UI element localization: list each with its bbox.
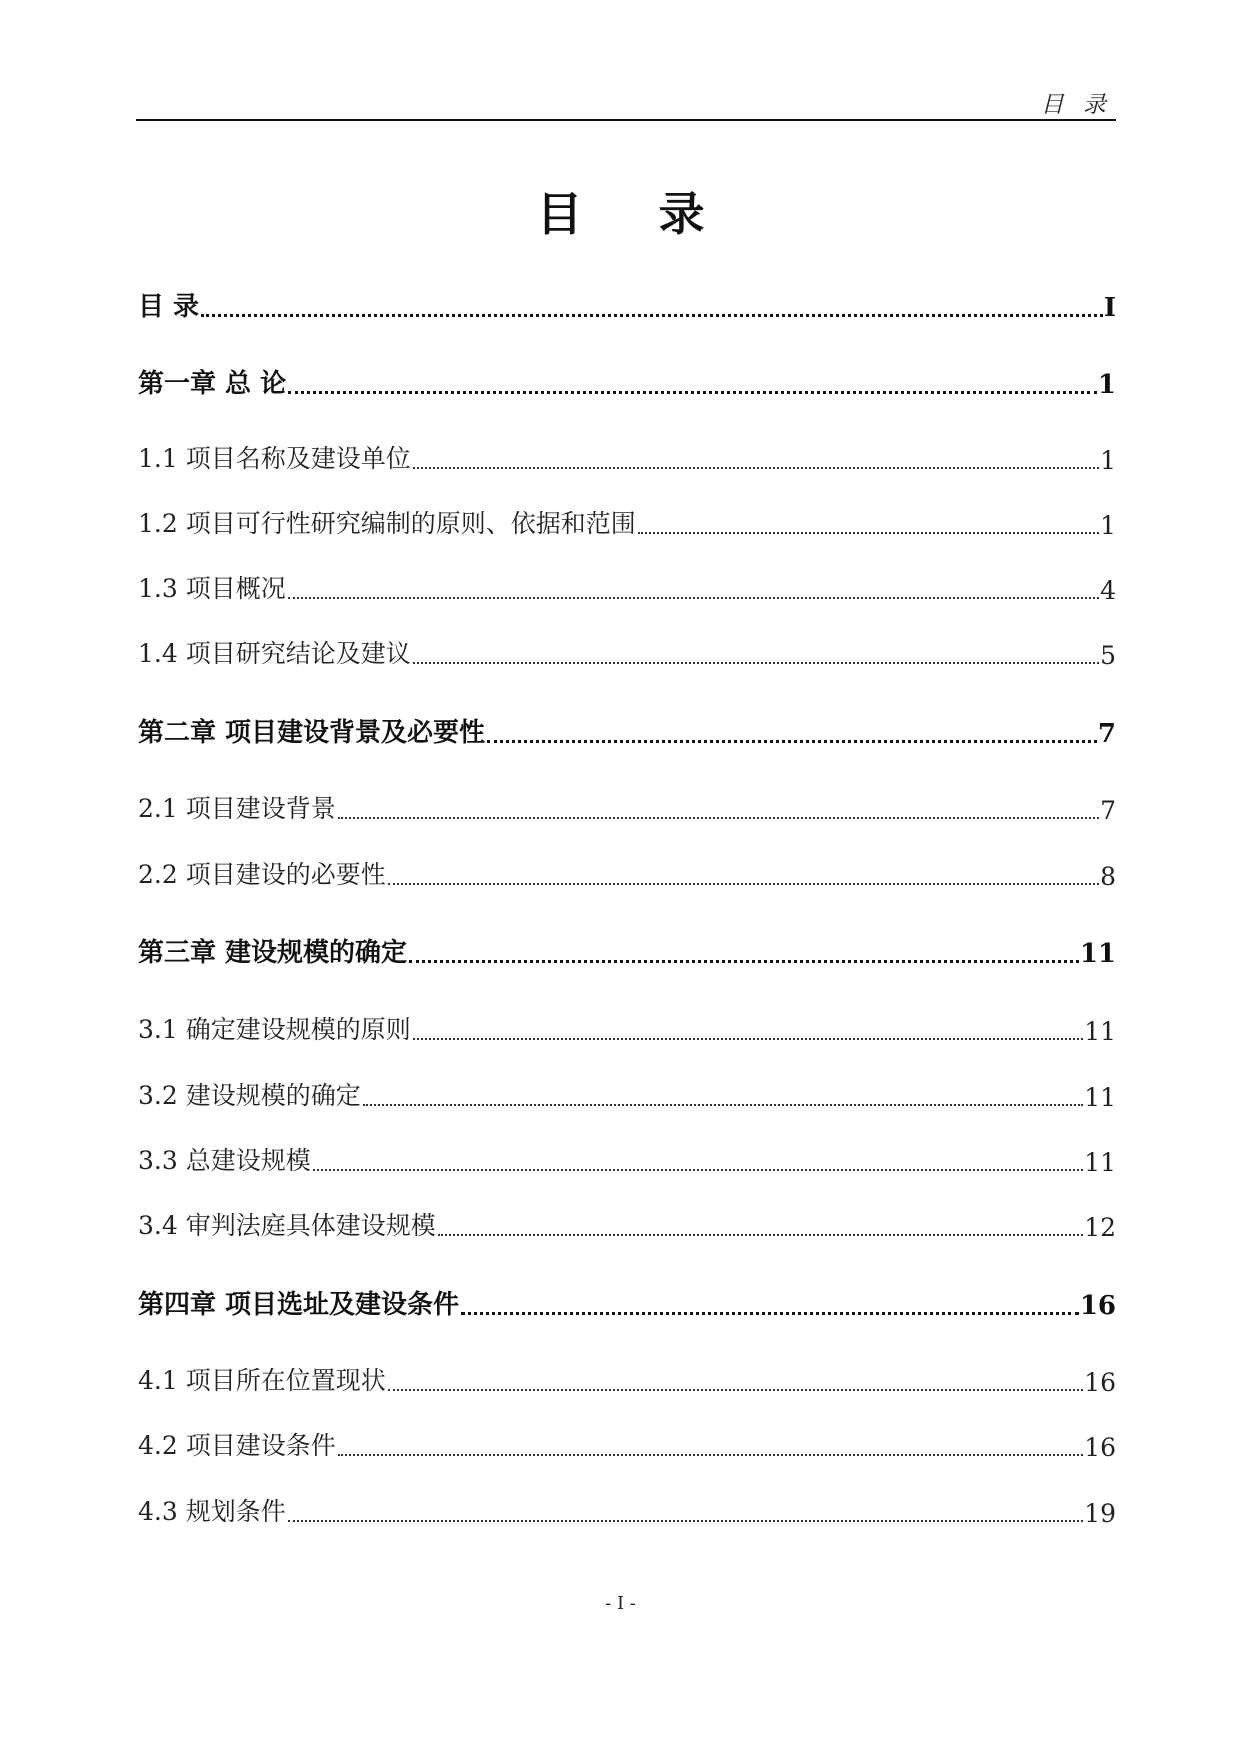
toc-entry-contents[interactable]	[138, 283, 1116, 323]
toc-entry-page: 1	[1100, 446, 1116, 475]
toc-entry-page: 11	[1084, 1017, 1116, 1046]
toc-entry-section-4-2[interactable]	[138, 1422, 1116, 1462]
toc-leader-dots	[638, 531, 1099, 534]
toc-entry-page: 11	[1084, 1148, 1116, 1177]
toc-leader-dots	[388, 882, 1099, 885]
toc-leader-dots	[413, 466, 1099, 469]
toc-entry-section-1-3[interactable]	[138, 565, 1116, 605]
toc-leader-dots	[487, 739, 1097, 743]
toc-entry-chapter-3[interactable]	[138, 929, 1116, 969]
toc-entry-section-3-2[interactable]	[138, 1072, 1116, 1112]
toc-leader-dots	[201, 313, 1103, 317]
toc-leader-dots	[288, 596, 1099, 599]
toc-entry-section-1-2[interactable]	[138, 500, 1116, 540]
toc-entry-label: 1.4 项目研究结论及建议	[138, 639, 411, 668]
toc-leader-dots	[438, 1233, 1083, 1236]
toc-entry-label: 3.1 确定建设规模的原则	[138, 1015, 411, 1044]
toc-entry-page: 16	[1084, 1368, 1116, 1397]
toc-entry-label: 第一章 总 论	[138, 369, 287, 399]
page-number-footer: - I -	[605, 1593, 636, 1614]
toc-entry-label: 3.3 总建设规模	[138, 1146, 311, 1175]
toc-entry-page: 7	[1097, 719, 1116, 749]
table-of-contents	[138, 0, 1116, 1600]
toc-entry-label: 4.2 项目建设条件	[138, 1431, 336, 1460]
toc-entry-section-2-1[interactable]	[138, 785, 1116, 825]
toc-entry-page: 12	[1084, 1213, 1116, 1242]
toc-leader-dots	[413, 661, 1099, 664]
toc-entry-page: I	[1103, 293, 1116, 323]
toc-entry-label: 1.1 项目名称及建设单位	[138, 444, 411, 473]
toc-leader-dots	[288, 390, 1097, 394]
toc-entry-page: 19	[1084, 1499, 1116, 1528]
toc-entry-label: 目 录	[138, 292, 200, 322]
toc-entry-page: 16	[1084, 1433, 1116, 1462]
toc-entry-section-3-1[interactable]	[138, 1006, 1116, 1046]
running-header: 目 录	[1040, 92, 1112, 118]
toc-leader-dots	[363, 1103, 1083, 1106]
toc-entry-page: 1	[1100, 511, 1116, 540]
toc-entry-section-4-3[interactable]	[138, 1488, 1116, 1528]
toc-entry-page: 1	[1097, 370, 1116, 400]
toc-entry-section-4-1[interactable]	[138, 1357, 1116, 1397]
toc-entry-section-1-1[interactable]	[138, 435, 1116, 475]
toc-entry-label: 2.1 项目建设背景	[138, 794, 336, 823]
toc-entry-chapter-4[interactable]	[138, 1281, 1116, 1321]
toc-entry-page: 4	[1100, 576, 1116, 605]
toc-entry-label: 第四章 项目选址及建设条件	[138, 1290, 460, 1320]
toc-entry-section-3-3[interactable]	[138, 1137, 1116, 1177]
toc-leader-dots	[288, 1519, 1083, 1522]
toc-leader-dots	[388, 1388, 1083, 1391]
toc-entry-label: 3.2 建设规模的确定	[138, 1081, 361, 1110]
toc-entry-label: 1.2 项目可行性研究编制的原则、依据和范围	[138, 509, 636, 538]
toc-entry-page: 11	[1079, 939, 1116, 969]
toc-entry-page: 7	[1100, 796, 1116, 825]
toc-entry-page: 16	[1079, 1291, 1116, 1321]
toc-leader-dots	[409, 959, 1079, 963]
toc-entry-label: 4.3 规划条件	[138, 1497, 286, 1526]
toc-entry-label: 第二章 项目建设背景及必要性	[138, 718, 486, 748]
toc-entry-label: 4.1 项目所在位置现状	[138, 1366, 386, 1395]
page-title: 目 录	[536, 187, 735, 241]
toc-leader-dots	[338, 816, 1099, 819]
toc-entry-section-3-4[interactable]	[138, 1202, 1116, 1242]
toc-entry-page: 8	[1100, 862, 1116, 891]
toc-entry-section-1-4[interactable]	[138, 630, 1116, 670]
toc-leader-dots	[313, 1168, 1083, 1171]
toc-entry-chapter-1[interactable]	[138, 360, 1116, 400]
toc-entry-chapter-2[interactable]	[138, 709, 1116, 749]
toc-leader-dots	[413, 1037, 1083, 1040]
toc-entry-section-2-2[interactable]	[138, 851, 1116, 891]
toc-leader-dots	[338, 1453, 1083, 1456]
toc-entry-label: 3.4 审判法庭具体建设规模	[138, 1211, 436, 1240]
toc-entry-label: 2.2 项目建设的必要性	[138, 860, 386, 889]
toc-entry-page: 5	[1100, 641, 1116, 670]
toc-leader-dots	[461, 1311, 1079, 1315]
toc-entry-page: 11	[1084, 1083, 1116, 1112]
toc-entry-label: 1.3 项目概况	[138, 574, 286, 603]
toc-entry-label: 第三章 建设规模的确定	[138, 938, 408, 968]
